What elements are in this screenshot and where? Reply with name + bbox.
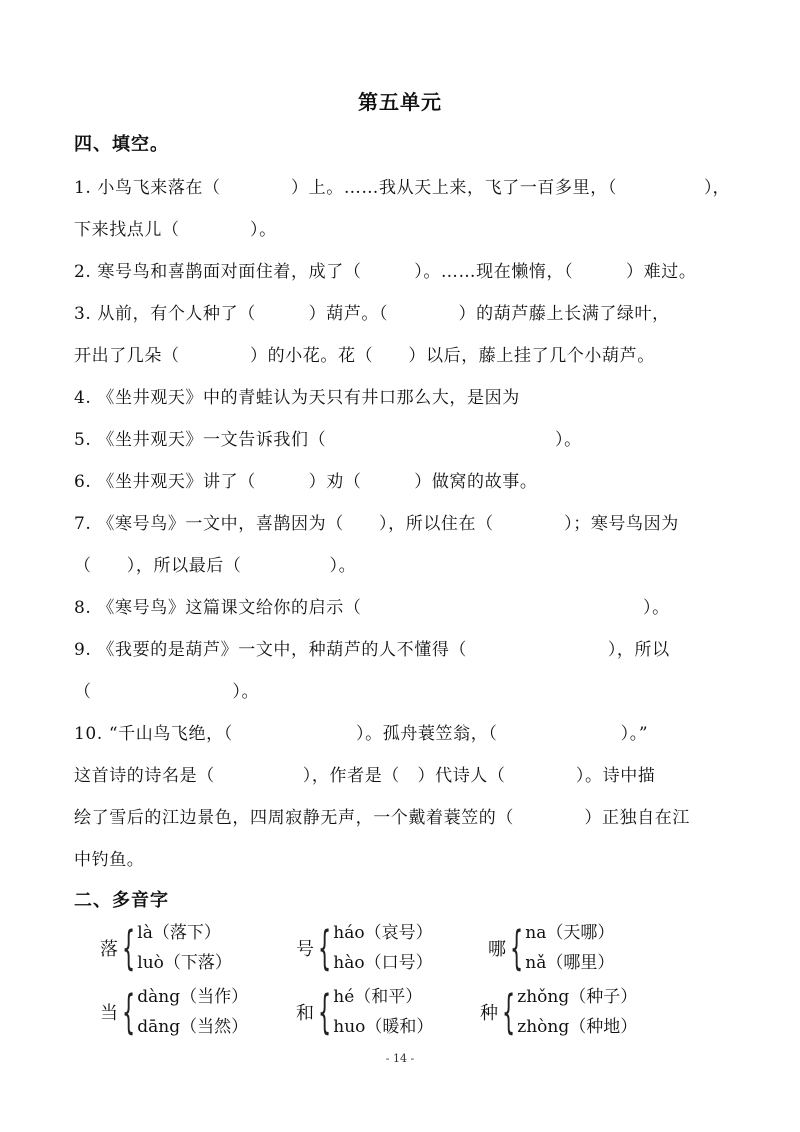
- question-line-7: 5. 《坐井观天》一文告诉我们（ ）。: [74, 430, 582, 450]
- polyphone-char: 种: [480, 1003, 498, 1024]
- question-line-9: 7. 《寒号鸟》一文中，喜鹊因为（ ），所以住在（ ）；寒号鸟因为: [74, 514, 679, 534]
- question-line-17: 中钓鱼。: [74, 850, 145, 870]
- reading-2: zhòng（种地）: [517, 1017, 638, 1037]
- polyphone-group: [100, 982, 248, 1042]
- polyphone-char: 哪: [488, 939, 506, 960]
- question-line-4: 3. 从前，有个人种了（ ）葫芦。（ ）的葫芦藤上长满了绿叶，: [74, 304, 670, 324]
- polyphone-char: 和: [296, 1003, 314, 1024]
- question-line-15: 这首诗的诗名是（ ），作者是（ ）代诗人（ ）。诗中描: [74, 766, 656, 786]
- question-line-13: （ ）。: [74, 682, 260, 702]
- reading-1: háo（哀号）: [333, 923, 433, 943]
- question-line-1-end: ），: [704, 178, 730, 198]
- question-line-5: 开出了几朵（ ）的小花。花（ ）以后，藤上挂了几个小葫芦。: [74, 346, 655, 366]
- unit-title: 第五单元: [358, 90, 442, 114]
- polyphone-group: [296, 918, 433, 978]
- brace-icon: {: [318, 921, 332, 975]
- reading-1: zhǒng（种子）: [517, 987, 638, 1007]
- polyphone-group: [480, 982, 637, 1042]
- section-heading-fill-in: 四、填空。: [74, 134, 169, 155]
- question-line-2: 下来找点儿（ ）。: [74, 220, 277, 240]
- brace-icon: {: [318, 985, 332, 1039]
- reading-2: luò（下落）: [137, 953, 232, 973]
- reading-2: hào（口号）: [333, 953, 433, 973]
- polyphone-group: [488, 918, 614, 978]
- polyphone-group: [100, 918, 232, 978]
- question-line-8: 6. 《坐井观天》讲了（ ）劝（ ）做窝的故事。: [74, 472, 538, 492]
- reading-1: là（落下）: [137, 923, 221, 943]
- reading-2: nǎ（哪里）: [525, 953, 615, 973]
- polyphone-group: [296, 982, 433, 1042]
- question-line-6: 4. 《坐井观天》中的青蛙认为天只有井口那么大，是因为: [74, 388, 520, 408]
- question-line-1: 1. 小鸟飞来落在（ ）上。……我从天上来，飞了一百多里，（: [74, 178, 617, 198]
- reading-1: dàng（当作）: [137, 987, 249, 1007]
- question-line-3: 2. 寒号鸟和喜鹊面对面住着，成了（ ）。……现在懒惰，（ ）难过。: [74, 262, 697, 282]
- brace-icon: {: [502, 985, 516, 1039]
- question-line-12: 9. 《我要的是葫芦》一文中，种葫芦的人不懂得（ ），所以: [74, 640, 670, 660]
- section-heading-polyphones: 二、多音字: [74, 890, 169, 911]
- reading-2: dāng（当然）: [137, 1017, 249, 1037]
- polyphone-char: 号: [296, 939, 314, 960]
- question-line-16: 绘了雪后的江边景色，四周寂静无声，一个戴着蓑笠的（ ）正独自在江: [74, 808, 690, 828]
- brace-icon: {: [122, 985, 136, 1039]
- question-line-14: 10. “千山鸟飞绝，（ ）。孤舟蓑笠翁，（ ）。”: [74, 724, 649, 744]
- reading-1: na（天哪）: [525, 923, 615, 943]
- reading-1: hé（和平）: [333, 987, 423, 1007]
- reading-2: huo（暖和）: [333, 1017, 434, 1037]
- polyphone-char: 落: [100, 939, 118, 960]
- brace-icon: {: [122, 921, 136, 975]
- polyphone-char: 当: [100, 1003, 118, 1024]
- brace-icon: {: [510, 921, 524, 975]
- question-line-11: 8. 《寒号鸟》这篇课文给你的启示（ ）。: [74, 598, 670, 618]
- page-number: - 14 -: [385, 1052, 415, 1065]
- question-line-10: （ ），所以最后（ ）。: [74, 556, 357, 576]
